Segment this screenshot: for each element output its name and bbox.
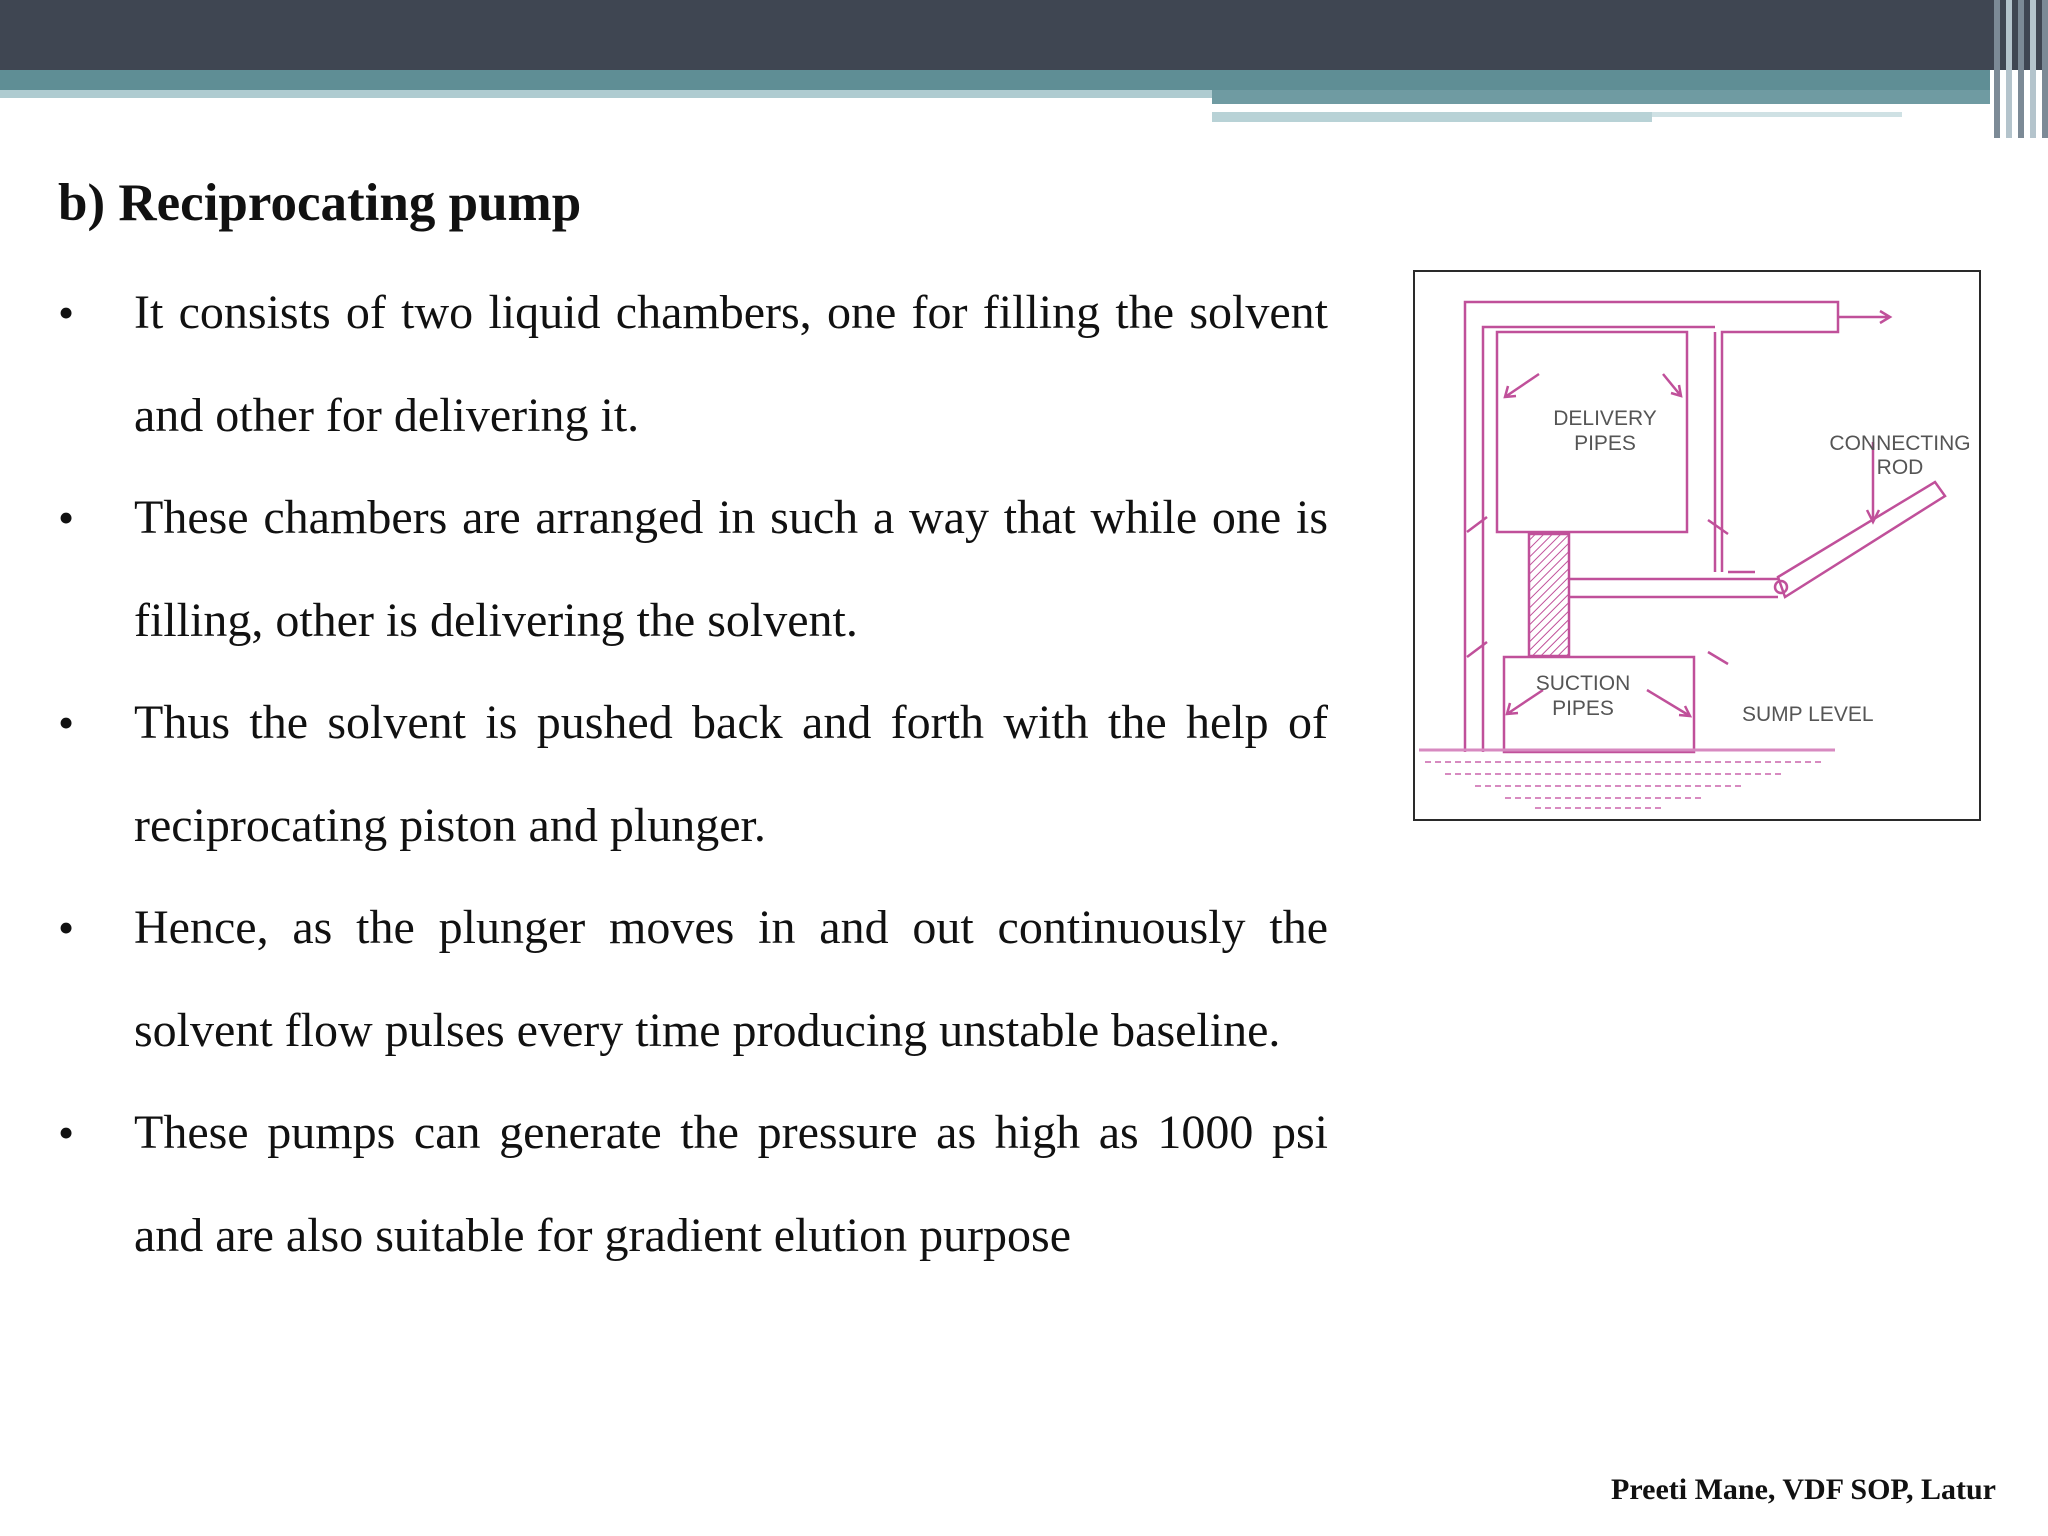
delivery-arrow-left <box>1505 374 1539 397</box>
pump-diagram <box>1413 270 1981 821</box>
slide-title: b) Reciprocating pump <box>58 174 582 232</box>
bullet-marker: • <box>58 697 75 748</box>
bullet-text: It consists of two liquid chambers, one for filling the solvent and other for delivering it. <box>134 286 1328 442</box>
delivery-pipe-outline <box>1465 302 1838 752</box>
label-connecting-2: ROD <box>1876 456 1924 479</box>
label-delivery-2: PIPES <box>1574 432 1636 455</box>
label-delivery-1: DELIVERY <box>1553 407 1657 430</box>
delivery-arrow-right <box>1663 374 1681 396</box>
bullet-marker: • <box>58 492 75 543</box>
bullet-list <box>58 262 1328 1287</box>
bullet-item <box>58 1082 1328 1287</box>
bullet-text: These chambers are arranged in such a way that while one is filling, other is delivering the solvent. <box>134 491 1328 647</box>
bullet-item <box>58 467 1328 672</box>
bullet-marker: • <box>58 1107 75 1158</box>
piston <box>1529 534 1569 656</box>
sump-liquid <box>1419 750 1835 808</box>
label-suction-2: PIPES <box>1552 697 1614 720</box>
bullet-marker: • <box>58 287 75 338</box>
label-suction-1: SUCTION <box>1535 672 1631 695</box>
label-connecting-1: CONNECTING <box>1829 432 1971 455</box>
bullet-text: Thus the solvent is pushed back and forth with the help of reciprocating piston and plunger. <box>134 696 1328 852</box>
outlet-arrow <box>1838 311 1890 323</box>
bullet-item <box>58 672 1328 877</box>
bullet-item <box>58 262 1328 467</box>
bullet-marker: • <box>58 902 75 953</box>
piston-rod <box>1569 579 1778 597</box>
header-accent-stripe <box>0 70 1990 92</box>
label-sump-level: SUMP LEVEL <box>1742 703 1874 726</box>
header-accent-stripe <box>0 90 1212 98</box>
header-accent-stripe <box>1212 112 1652 122</box>
header-accent-stripe <box>1212 90 1990 104</box>
valve-ticks <box>1467 517 1755 664</box>
bullet-text: These pumps can generate the pressure as high as 1000 psi and are also suitable for gradient elution purpose <box>134 1106 1328 1262</box>
header-band <box>0 0 2048 70</box>
bullet-text: Hence, as the plunger moves in and out continuously the solvent flow pulses every time producing unstable baseline. <box>134 901 1328 1057</box>
header-accent-stripe <box>1652 112 1902 117</box>
bullet-item <box>58 877 1328 1082</box>
connecting-rod <box>1778 482 1945 597</box>
suction-arrow-right <box>1647 690 1690 716</box>
pump-diagram-drawing <box>1415 272 1978 818</box>
footer-credit: Preeti Mane, VDF SOP, Latur <box>1611 1473 1996 1506</box>
header-corner-bars <box>1990 0 2048 138</box>
